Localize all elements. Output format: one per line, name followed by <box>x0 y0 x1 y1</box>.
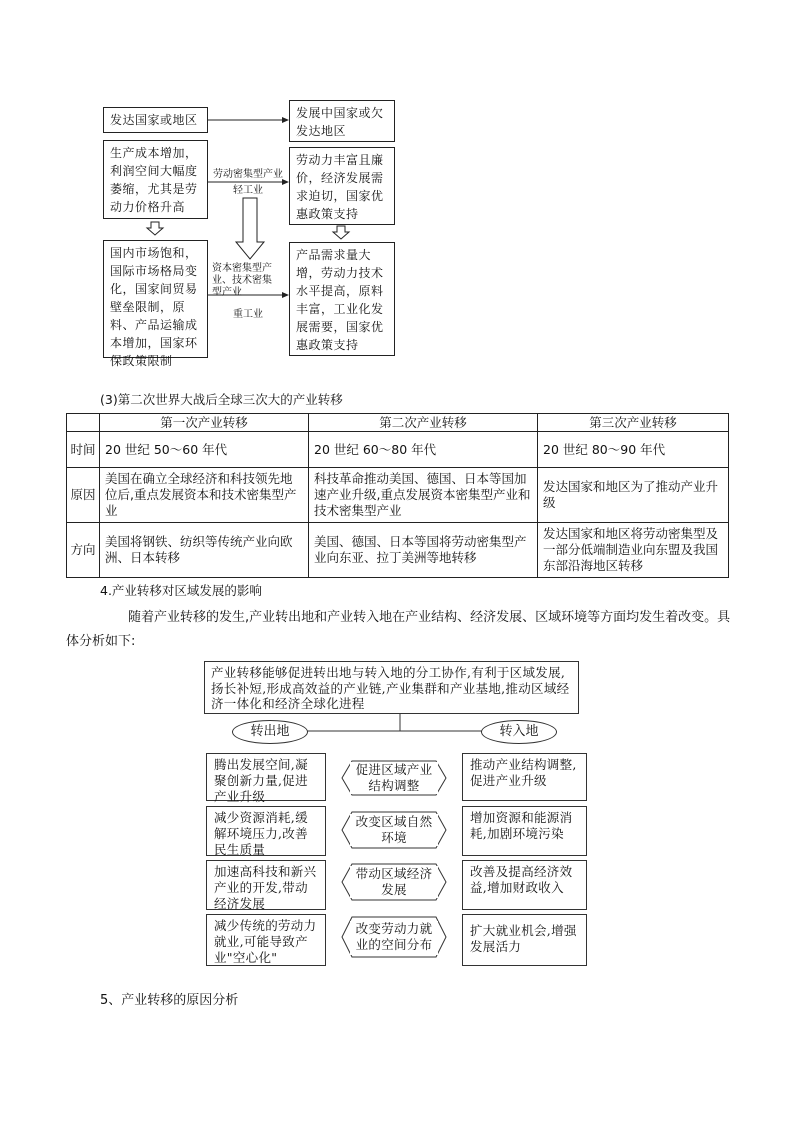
label-heavy-industry: 重工业 <box>233 309 263 320</box>
mid-effect-label: 改变劳动力就业的空间分布 <box>350 921 438 955</box>
in-region-label: 转入地 <box>481 720 557 744</box>
table-cell: 科技革命推动美国、德国、日本等国加速产业升级,重点发展资本密集型产业和技术密集型产业 <box>309 468 538 523</box>
box-developing: 发展中国家或欠发达地区 <box>289 100 395 142</box>
table-cell: 发达国家和地区为了推动产业升级 <box>538 468 729 523</box>
section5-title: 5、产业转移的原因分析 <box>100 993 239 1008</box>
in-effect-box: 推动产业结构调整,促进产业升级 <box>462 753 587 801</box>
box-developed: 发达国家或地区 <box>103 107 208 133</box>
label-light-industry: 轻工业 <box>233 185 263 196</box>
section4-paragraph: 随着产业转移的发生,产业转出地和产业转入地在产业结构、经济发展、区域环境等方面均发生着改变。具体分析如下: <box>66 610 731 649</box>
box-cost-rise: 生产成本增加，利润空间大幅度萎缩，尤其是劳动力价格升高 <box>103 140 208 219</box>
label-labor-intensive: 劳动密集型产业 <box>213 169 283 180</box>
table-header-cell: 第一次产业转移 <box>100 414 309 432</box>
mid-effect-label: 改变区域自然环境 <box>350 814 438 846</box>
row-label: 时间 <box>67 432 100 468</box>
mid-effect-label: 带动区域经济发展 <box>350 866 438 898</box>
box-demand: 产品需求量大增，劳动力技术水平提高，原料丰富，工业化发展需要，国家优惠政策支持 <box>289 242 395 356</box>
table-cell: 美国将钢铁、纺织等传统产业向欧洲、日本转移 <box>100 523 309 578</box>
table-cell: 发达国家和地区将劳动密集型及一部分低端制造业向东盟及我国东部沿海地区转移 <box>538 523 729 578</box>
table-cell: 20 世纪 60～80 年代 <box>309 432 538 468</box>
row-label: 原因 <box>67 468 100 523</box>
in-effect-box: 增加资源和能源消耗,加剧环境污染 <box>462 806 587 856</box>
section3-title: (3)第二次世界大战后全球三次大的产业转移 <box>100 392 343 407</box>
box-market: 国内市场饱和，国际市场格局变化，国家间贸易壁垒限制，原料、产品运输成本增加，国家环保政策限制 <box>103 240 208 358</box>
out-effect-box: 腾出发展空间,凝聚创新力量,促进产业升级 <box>206 753 326 801</box>
table-header-cell: 第二次产业转移 <box>309 414 538 432</box>
in-effect-box: 改善及提高经济效益,增加财政收入 <box>462 860 587 910</box>
section4-title: 4.产业转移对区域发展的影响 <box>100 583 262 598</box>
table-header-cell: 第三次产业转移 <box>538 414 729 432</box>
out-effect-box: 加速高科技和新兴产业的开发,带动经济发展 <box>206 860 326 910</box>
table-cell: 美国在确立全球经济和科技领先地位后,重点发展资本和技术密集型产业 <box>100 468 309 523</box>
out-region-label: 转出地 <box>232 720 308 744</box>
in-effect-box: 扩大就业机会,增强发展活力 <box>462 914 587 966</box>
out-effect-box: 减少资源消耗,缓解环境压力,改善民生质量 <box>206 806 326 856</box>
out-effect-box: 减少传统的劳动力就业,可能导致产业"空心化" <box>206 914 326 966</box>
row-label: 方向 <box>67 523 100 578</box>
table-cell: 20 世纪 80～90 年代 <box>538 432 729 468</box>
mid-effect-label: 促进区域产业结构调整 <box>350 762 438 794</box>
box-labor-rich: 劳动力丰富且廉价，经济发展需求迫切，国家优惠政策支持 <box>289 147 395 225</box>
table-cell: 美国、德国、日本等国将劳动密集型产业向东亚、拉丁美洲等地转移 <box>309 523 538 578</box>
table-cell: 20 世纪 50～60 年代 <box>100 432 309 468</box>
label-capital-tech: 资本密集型产业、技术密集型产业 <box>212 263 272 298</box>
impact-top-box: 产业转移能够促进转出地与转入地的分工协作,有利于区域发展,扬长补短,形成高效益的产业链,产业集群和产业基地,推动区域经济一体化和经济全球化进程 <box>204 661 579 714</box>
